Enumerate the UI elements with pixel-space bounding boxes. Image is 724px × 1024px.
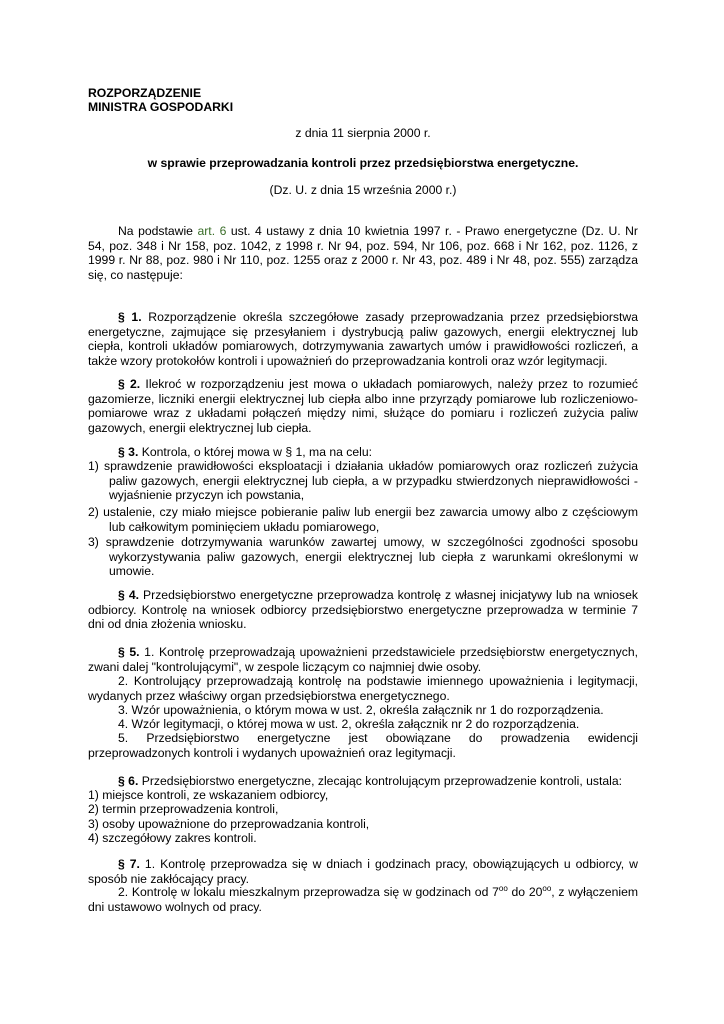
section-6 (88, 774, 638, 789)
section-7-para-2 (88, 885, 638, 914)
section-3-item-2: 2) ustalenie, czy miało miejsce pobieranie paliw lub energii bez zawarcia umowy albo z częściowym lub całkowitym pominięciem układu pomiarowego, (88, 505, 638, 534)
section-4-text: Przedsiębiorstwo energetyczne przeprowadza kontrolę z własnej inicjatywy lub na wniosek odbiorcy. Kontrolę na wniosek odbiorcy przedsiębiorstwo energetyczne przeprowadza w terminie 7 dni od dnia złożenia wniosku. (88, 588, 638, 632)
section-5-mark: § 5. (118, 645, 140, 659)
section-3-text: Kontrola, o której mowa w § 1, ma na celu: (138, 445, 373, 459)
section-2-mark: § 2. (118, 377, 141, 391)
section-2 (88, 377, 638, 435)
section-6-item-4: 4) szczegółowy zakres kontroli. (88, 831, 257, 845)
section-7 (88, 857, 638, 886)
section-7-sup-2: oo (542, 884, 552, 893)
section-2-text: Ilekroć w rozporządzeniu jest mowa o układach pomiarowych, należy przez to rozumieć gazomierze, liczniki energii elektrycznej lub ciepła albo inne przyrządy pomiarowe lub rozliczeniowo-pomiarowe wraz z układami połączeń między nimi, służące do pomiaru i rozliczeń zużycia paliw gazowych, energii elektrycznej lub ciepła. (88, 377, 638, 435)
section-5-para-3: 3. Wzór upoważnienia, o którym mowa w ust. 2, określa załącznik nr 1 do rozporządzenia. (118, 703, 604, 717)
section-5-para-2: 2. Kontrolujący przeprowadzają kontrolę na podstawie imiennego upoważnienia i legitymacji, wydanych przez właściwy organ przedsiębiorstwa energetycznego. (88, 674, 638, 703)
section-7-mark: § 7. (118, 857, 140, 871)
section-5-text: 1. Kontrolę przeprowadzają upoważnieni przedstawiciele przedsiębiorstw energetycznych, zwani dalej "kontrolującymi", w zespole liczącym co najmniej dwie osoby. (88, 645, 638, 674)
section-5-para-5: 5. Przedsiębiorstwo energetyczne jest obowiązane do prowadzenia ewidencji przeprowadzonych kontroli i wydanych upoważnień oraz legitymacji. (88, 731, 638, 760)
section-6-mark: § 6. (118, 774, 139, 788)
document-type: ROZPORZĄDZENIE (88, 86, 202, 100)
journal-reference: (Dz. U. z dnia 15 września 2000 r.) (269, 183, 457, 197)
section-3-mark: § 3. (118, 445, 139, 459)
section-3-item-1: 1) sprawdzenie prawidłowości eksploatacji i działania układów pomiarowych oraz rozliczeń zużycia paliw gazowych, energii elektrycznej lub ciepła, a w przypadku stwierdzonych nieprawidłowości - wyjaśnienie przyczyn ich powstania, (88, 459, 638, 503)
section-3 (88, 445, 638, 460)
section-7-p2-b: do 20 (507, 885, 543, 899)
subject-line: w sprawie przeprowadzania kontroli przez przedsiębiorstwa energetyczne. (147, 156, 579, 170)
section-6-text: Przedsiębiorstwo energetyczne, zlecając kontrolującym przeprowadzenie kontroli, ustala: (138, 774, 623, 788)
section-3-item-3: 3) sprawdzenie dotrzymywania warunków zawartej umowy, w szczególności zgodności sposobu wykorzystywania paliw gazowych, energii elektrycznej lub ciepła z warunkami określonymi w umowie. (88, 535, 638, 579)
section-4 (88, 588, 638, 632)
date-line: z dnia 11 sierpnia 2000 r. (295, 126, 431, 140)
section-5-para-4: 4. Wzór legitymacji, o której mowa w ust. 2, określa załącznik nr 2 do rozporządzenia. (118, 717, 580, 731)
section-6-item-1: 1) miejsce kontroli, ze wskazaniem odbiorcy, (88, 788, 329, 802)
section-7-p2-c: , z wyłączeniem dni ustawowo wolnych od pracy. (88, 885, 639, 914)
issuing-authority: MINISTRA GOSPODARKI (88, 100, 234, 114)
section-1-text: Rozporządzenie określa szczegółowe zasady przeprowadzania przez przedsiębiorstwa energetyczne, zajmujące się przesyłaniem i dystrybucją paliw gazowych, energii elektrycznej lub ciepła, kontroli układów pomiarowych, dotrzymywania zawartych umów i prawidłowości rozliczeń, a także wzory protokołów kontroli i upoważnień do przeprowadzania kontroli oraz wzór legitymacji. (88, 310, 638, 368)
preamble (88, 224, 638, 282)
section-5 (88, 645, 638, 674)
article-link[interactable]: art. 6 (197, 224, 227, 238)
section-4-mark: § 4. (118, 588, 139, 602)
preamble-after: ust. 4 ustawy z dnia 10 kwietnia 1997 r. - Prawo energetyczne (Dz. U. Nr 54, poz. 348 i Nr 158, poz. 1042, z 1998 r. Nr 94, poz. 594, Nr 106, poz. 668 i Nr 162, poz. 1126, z 1999 r. Nr 88, poz. 980 i Nr 110, poz. 1255 oraz z 2000 r. Nr 43, poz. 489 i Nr 48, poz. 555) zarządza się, co następuje: (88, 224, 638, 282)
section-7-sup-1: oo (498, 884, 508, 893)
section-7-text: 1. Kontrolę przeprowadza się w dniach i godzinach pracy, obowiązujących u odbiorcy, w sposób nie zakłócający pracy. (88, 857, 638, 886)
section-1 (88, 310, 638, 368)
section-6-item-2: 2) termin przeprowadzenia kontroli, (88, 802, 279, 816)
section-7-p2-a: 2. Kontrolę w lokalu mieszkalnym przeprowadza się w godzinach od 7 (118, 885, 499, 899)
section-1-mark: § 1. (118, 310, 142, 324)
preamble-before: Na podstawie (118, 224, 198, 238)
section-6-item-3: 3) osoby upoważnione do przeprowadzania kontroli, (88, 817, 370, 831)
